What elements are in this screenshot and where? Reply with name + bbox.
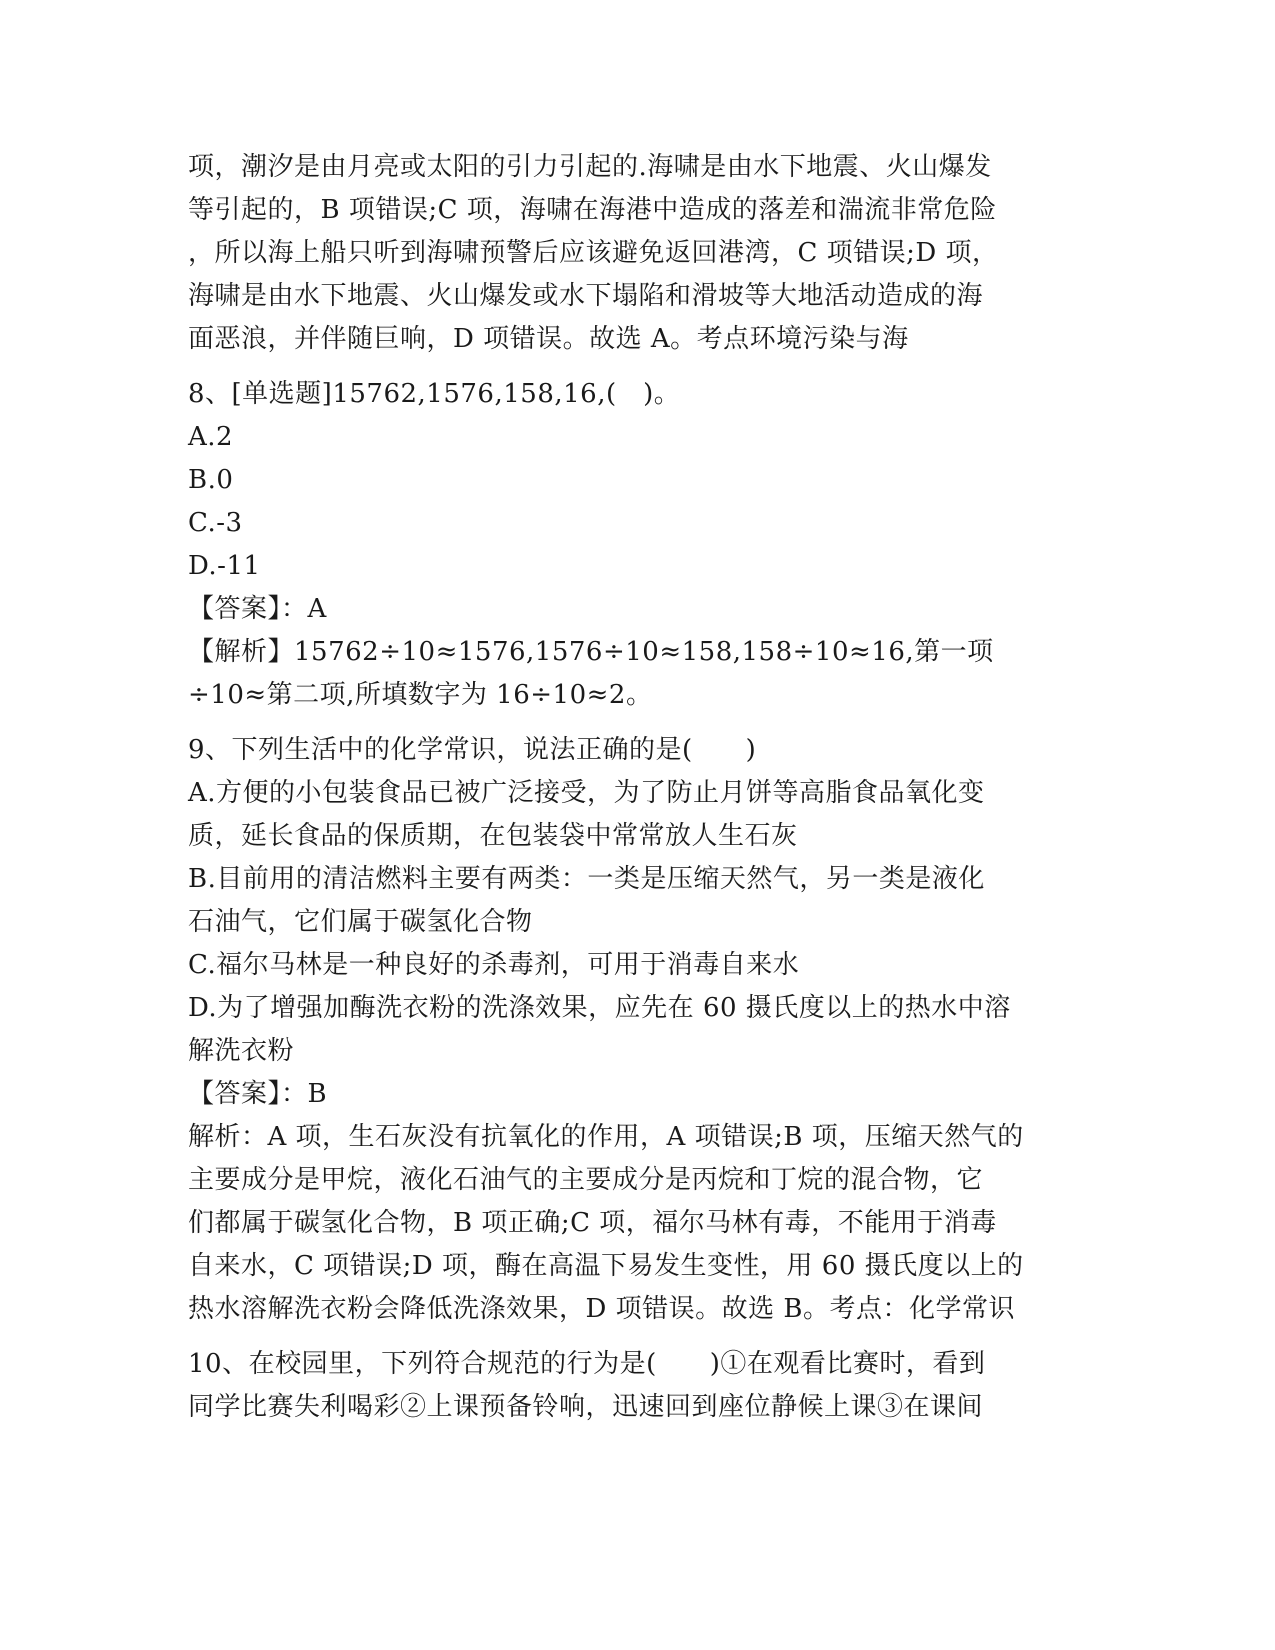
question-10 [188, 1343, 1088, 1429]
option-line: 质，延长食品的保质期，在包装袋中常常放人生石灰 [188, 821, 798, 851]
explanation-line: 们都属于碳氢化合物，B 项正确;C 项，福尔马林有毒，不能用于消毒 [188, 1208, 997, 1238]
explanation-line: 解析：A 项，生石灰没有抗氧化的作用，A 项错误;B 项，压缩天然气的 [188, 1122, 1024, 1152]
explanation-line: 主要成分是甲烷，液化石油气的主要成分是丙烷和丁烷的混合物，它 [188, 1165, 984, 1195]
question-8 [188, 373, 1088, 717]
question-stem: 同学比赛失利喝彩②上课预备铃响，迅速回到座位静候上课③在课间 [188, 1392, 984, 1422]
answer-line: 【答案】：A [188, 594, 327, 624]
question-9 [188, 729, 1088, 1331]
explanation-line: 【解析】15762÷10≈1576,1576÷10≈158,158÷10≈16,第一项 [188, 637, 994, 667]
option-line: 解洗衣粉 [188, 1036, 295, 1066]
option-d: D.-11 [188, 551, 261, 581]
paragraph-line: 等引起的，B 项错误;C 项，海啸在海港中造成的落差和湍流非常危险 [188, 195, 997, 225]
option-c: C.-3 [188, 508, 243, 538]
question-stem: 8、[单选题]15762,1576,158,16,( )。 [188, 379, 681, 409]
option-line: 石油气，它们属于碳氢化合物 [188, 907, 533, 937]
option-a: A.2 [188, 422, 234, 452]
option-line: A.方便的小包装食品已被广泛接受，为了防止月饼等高脂食品氧化变 [188, 778, 985, 808]
paragraph-line: 面恶浪，并伴随巨响，D 项错误。故选 A。考点环境污染与海 [188, 324, 909, 354]
question-stem: 9、下列生活中的化学常识，说法正确的是( ) [188, 735, 757, 765]
option-line: C.福尔马林是一种良好的杀毒剂，可用于消毒自来水 [188, 950, 800, 980]
previous-explanation [188, 146, 1088, 361]
explanation-line: ÷10≈第二项,所填数字为 16÷10≈2。 [188, 680, 653, 710]
question-stem: 10、在校园里，下列符合规范的行为是( )①在观看比赛时，看到 [188, 1349, 986, 1379]
paragraph-line: ，所以海上船只听到海啸预警后应该避免返回港湾，C 项错误;D 项， [188, 238, 999, 268]
explanation-line: 自来水，C 项错误;D 项，酶在高温下易发生变性，用 60 摄氏度以上的 [188, 1251, 1024, 1281]
option-line: B.目前用的清洁燃料主要有两类：一类是压缩天然气，另一类是液化 [188, 864, 985, 894]
document-body [188, 146, 1088, 1429]
answer-line: 【答案】：B [188, 1079, 328, 1109]
paragraph-line: 项，潮汐是由月亮或太阳的引力引起的.海啸是由水下地震、火山爆发 [188, 152, 992, 182]
explanation-line: 热水溶解洗衣粉会降低洗涤效果，D 项错误。故选 B。考点：化学常识 [188, 1294, 1015, 1324]
paragraph-line: 海啸是由水下地震、火山爆发或水下塌陷和滑坡等大地活动造成的海 [188, 281, 984, 311]
option-b: B.0 [188, 465, 234, 495]
option-line: D.为了增强加酶洗衣粉的洗涤效果，应先在 60 摄氏度以上的热水中溶 [188, 993, 1011, 1023]
